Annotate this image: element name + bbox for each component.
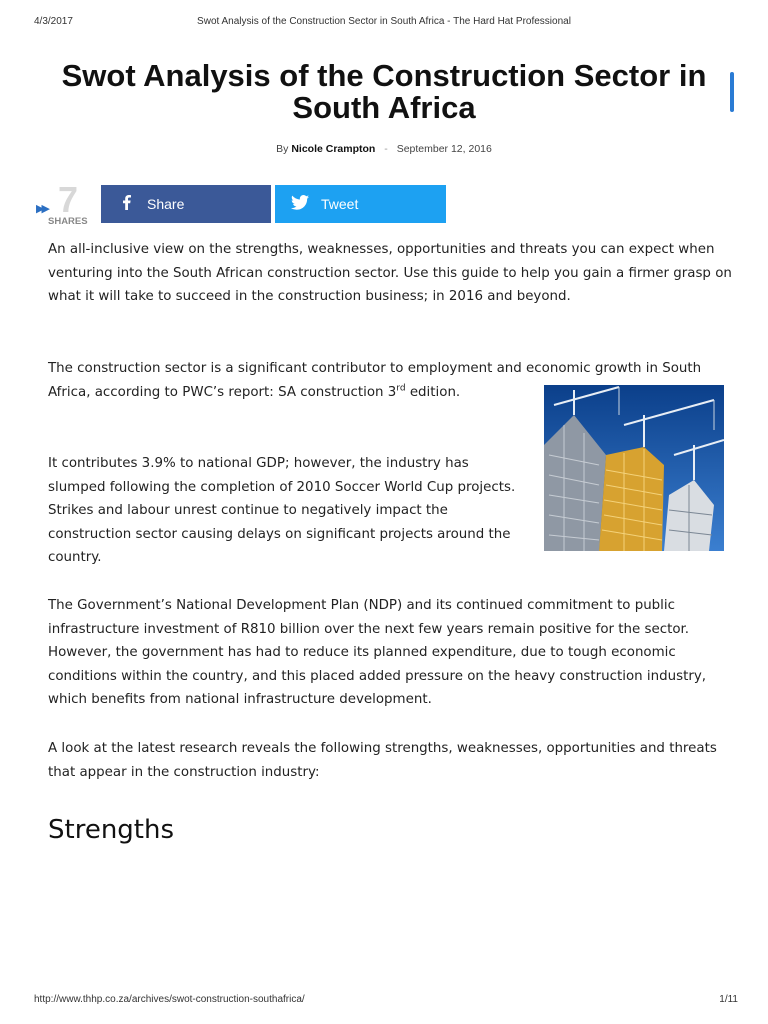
print-footer [0, 994, 768, 1008]
share-count-label: SHARES [48, 216, 88, 227]
facebook-icon [115, 195, 137, 214]
author-link[interactable]: Nicole Crampton [291, 143, 376, 155]
p2-superscript: rd [396, 383, 406, 394]
print-doc-title: Swot Analysis of the Construction Sector in South Africa - The Hard Hat Professional [197, 16, 571, 27]
construction-cranes-photo [544, 385, 724, 551]
print-date: 4/3/2017 [34, 16, 73, 27]
article-paragraph-3: It contributes 3.9% to national GDP; however, the industry has slumped following the completion of 2010 Soccer World Cup projects. Strikes and labour unrest continue to negatively impact the construction sector causing delays on significant projects around the country. [48, 456, 516, 565]
article-paragraph-5: A look at the latest research reveals the following strengths, weaknesses, opportunities and threats that appear in the construction industry: [48, 741, 717, 780]
share-arrows-icon: ▶▶ [36, 203, 47, 215]
article-paragraph-4: The Government’s National Development Plan (NDP) and its continued commitment to public infrastructure investment of R810 billion over the next few years remain positive for the sector. However, the government has had to reduce its planned expenditure, due to tough economic conditions within the country, and this placed added pressure on the heavy construction industry, which benefits from national infrastructure development. [48, 598, 707, 707]
scrollbar-accent [730, 72, 734, 112]
share-counter [36, 179, 98, 227]
share-count: 7 [58, 179, 79, 220]
share-button-label: Share [147, 196, 185, 212]
tweet-button-label: Tweet [321, 196, 359, 212]
byline-separator: - [384, 143, 388, 155]
article-paragraph-1: An all-inclusive view on the strengths, weaknesses, opportunities and threats you can expect when venturing into the South African construction sector. Use this guide to help you gain a firmer grasp on what it will take to succeed in the construction business; in 2016 and beyond. [48, 242, 732, 304]
p2-text-end: edition. [405, 384, 461, 400]
byline-by: By [276, 143, 289, 155]
facebook-share-button[interactable] [101, 185, 271, 223]
article-title: Swot Analysis of the Construction Sector in South Africa [61, 58, 707, 125]
tweet-button[interactable] [275, 185, 446, 223]
print-page-number: 1/11 [719, 994, 738, 1005]
p2-text: The construction sector is a significant contributor to employment and economic growth in South Africa, according to PWC’s report: SA construction 3 [48, 361, 702, 400]
section-heading-strengths: Strengths [48, 815, 175, 845]
byline [0, 143, 768, 155]
twitter-icon [289, 195, 311, 214]
print-url: http://www.thhp.co.za/archives/swot-construction-southafrica/ [34, 994, 305, 1005]
publish-date: September 12, 2016 [396, 143, 492, 155]
print-header [0, 16, 768, 30]
